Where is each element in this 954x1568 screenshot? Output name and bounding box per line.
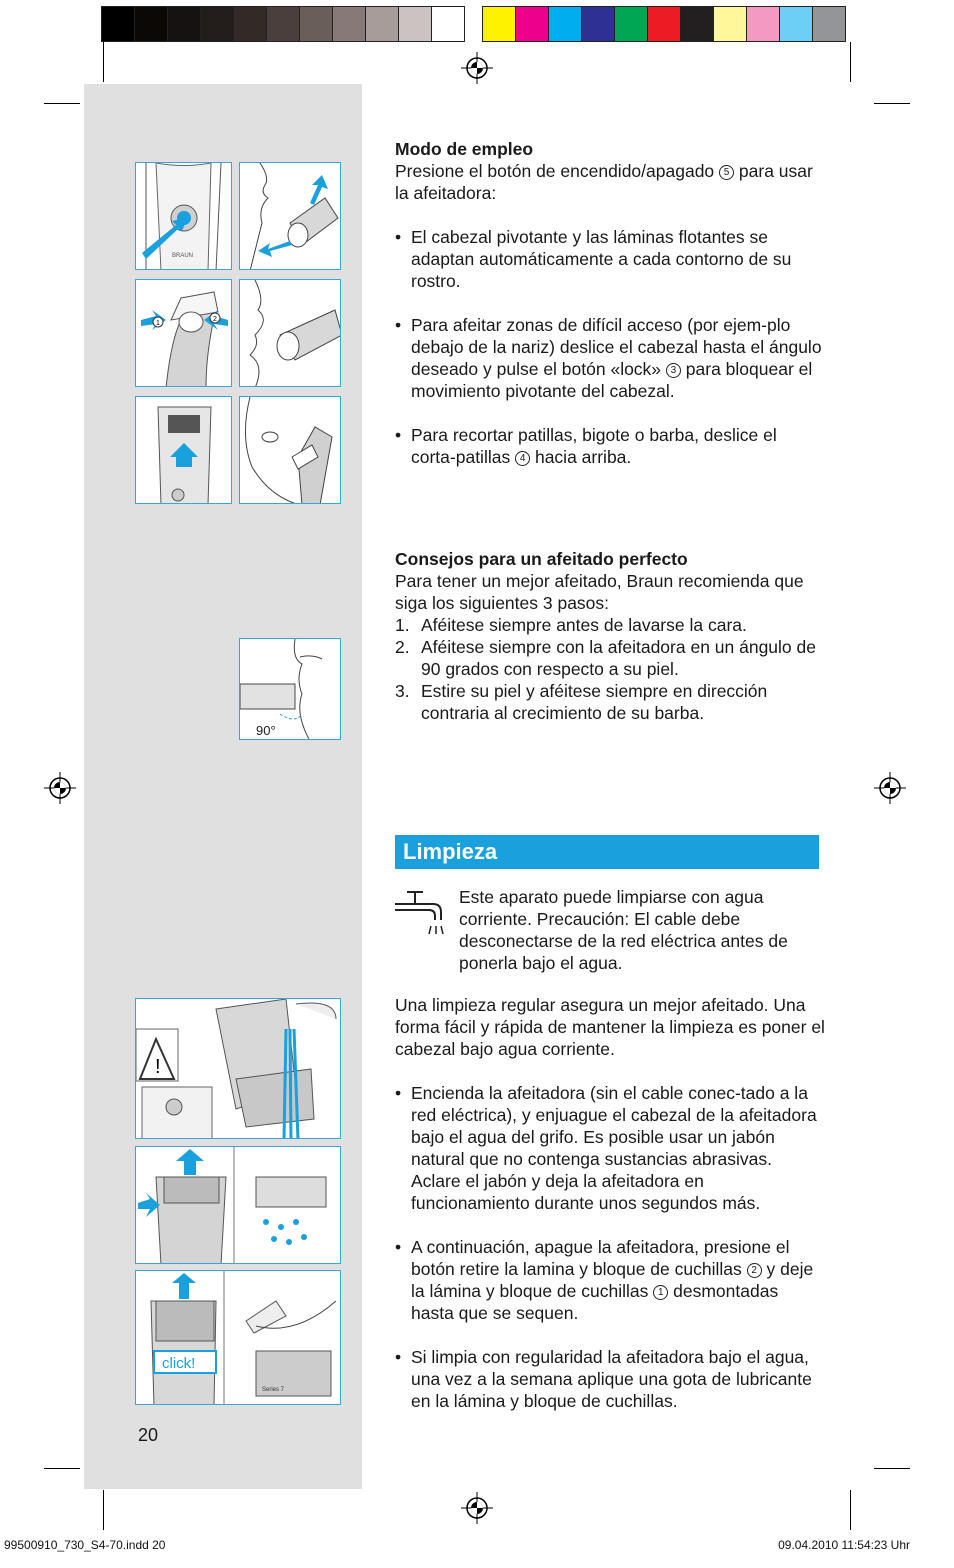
- ref-number: 4: [515, 451, 530, 466]
- usage-heading: Modo de empleo: [395, 139, 534, 159]
- color-swatch: [365, 6, 399, 42]
- cleaning-bullet: • Si limpia con regularidad la afeitadora bajo el agua, una vez a la semana aplique una gota de lubricante en la lámina y bloque de cuchillas.: [395, 1347, 812, 1411]
- usage-intro: Presione el botón de encendido/apagado 5 para usar la afeitadora:: [395, 161, 813, 203]
- color-swatch: [482, 6, 516, 42]
- color-swatch: [134, 6, 168, 42]
- process-color-bar: [482, 6, 845, 42]
- color-swatch: [779, 6, 813, 42]
- crop-mark: [874, 1468, 910, 1469]
- shaving-under-nose-illustration: [239, 162, 341, 270]
- cleaning-bullet: • A continuación, apague la afeitadora, presione el botón retire la lamina y bloque de cuchillas 2 y deje la lámina y bloque de cuchillas 1 desmontadas hasta que se sequen.: [395, 1237, 814, 1323]
- color-swatch: [812, 6, 846, 42]
- color-swatch: [515, 6, 549, 42]
- ref-number: 1: [653, 1285, 668, 1300]
- color-swatch: [233, 6, 267, 42]
- footer-timestamp: 09.04.2010 11:54:23 Uhr: [778, 1538, 910, 1552]
- crop-mark: [44, 103, 80, 104]
- color-swatch: [167, 6, 201, 42]
- color-swatch: [548, 6, 582, 42]
- color-swatch: [431, 6, 465, 42]
- registration-mark-icon: [461, 1492, 493, 1524]
- trimmer-slide-illustration: [135, 396, 232, 504]
- color-swatch: [398, 6, 432, 42]
- angle-label: 90°: [256, 723, 276, 738]
- tips-heading: Consejos para un afeitado perfecto: [395, 549, 688, 569]
- registration-mark-icon: [44, 772, 76, 804]
- tips-step: 2. Aféitese siempre con la afeitadora en un ángulo de 90 grados con respecto a su piel.: [395, 637, 816, 679]
- usage-bullet: • Para afeitar zonas de difícil acceso (por ejem-plo debajo de la nariz) deslice el cabezal hasta el ángulo deseado y pulse el botón «lock» 3 para bloquear el movimiento pivotante del cabezal.: [395, 315, 822, 401]
- color-swatch: [332, 6, 366, 42]
- color-swatch: [614, 6, 648, 42]
- shaver-power-button-illustration: [135, 162, 232, 270]
- cleaning-intro: Una limpieza regular asegura un mejor afeitado. Una forma fácil y rápida de mantener la limpieza es poner el cabezal bajo agua corriente.: [395, 995, 825, 1059]
- registration-mark-icon: [461, 52, 493, 84]
- usage-bullet: • El cabezal pivotante y las láminas flotantes se adaptan automáticamente a cada contorno de su rostro.: [395, 227, 792, 291]
- footer-filename: 99500910_730_S4-70.indd 20: [4, 1538, 166, 1552]
- color-swatch: [101, 6, 135, 42]
- tips-intro: Para tener un mejor afeitado, Braun recomienda que siga los siguientes 3 pasos:: [395, 571, 804, 613]
- usage-bullet: • Para recortar patillas, bigote o barba, deslice el corta-patillas 4 hacia arriba.: [395, 425, 777, 467]
- click-label: click!: [162, 1355, 196, 1372]
- tips-section: [395, 548, 825, 724]
- marker-2: 2: [213, 316, 217, 323]
- crop-mark: [103, 1490, 104, 1530]
- cleaning-bullet: • Encienda la afeitadora (sin el cable conec-tado a la red eléctrica), y enjuague el cabezal de la afeitadora bajo el agua del grifo. Es posible usar un jabón natural que no contenga sustancias abrasivas. Aclare el jabón y deja la afeitadora en funcionamiento durante unos segundos más.: [395, 1083, 817, 1213]
- color-swatch: [581, 6, 615, 42]
- brand-label: BRAUN: [172, 253, 194, 259]
- color-swatch: [647, 6, 681, 42]
- cleaning-section: [395, 994, 825, 1412]
- usage-section: [395, 138, 825, 468]
- color-swatch: [200, 6, 234, 42]
- svg-text:!: !: [155, 1056, 161, 1078]
- crop-mark: [850, 1490, 851, 1530]
- color-swatch: [266, 6, 300, 42]
- water-tap-icon: [395, 886, 447, 938]
- color-swatch: [680, 6, 714, 42]
- color-swatch: [713, 6, 747, 42]
- marker-1: 1: [156, 320, 160, 327]
- ninety-degree-angle-illustration: [239, 638, 341, 740]
- registration-mark-icon: [874, 772, 906, 804]
- crop-mark: [44, 1468, 80, 1469]
- gray-color-bar: [101, 6, 464, 42]
- ref-number: 3: [666, 363, 681, 378]
- remove-foil-illustration: [135, 1146, 341, 1264]
- color-swatch: [746, 6, 780, 42]
- cleaning-warning: Este aparato puede limpiarse con agua corriente. Precaución: El cable debe desconectarse de la red eléctrica antes de ponerla bajo el agua.: [459, 887, 788, 973]
- page-number: 20: [138, 1425, 159, 1445]
- series-label: Series 7: [262, 1387, 285, 1393]
- head-lock-illustration: [135, 279, 232, 387]
- crop-mark: [874, 103, 910, 104]
- lubricate-foil-illustration: [135, 1270, 341, 1405]
- rinse-under-tap-illustration: [135, 998, 341, 1139]
- crop-mark: [850, 42, 851, 82]
- tips-step: 3. Estire su piel y aféitese siempre en dirección contraria al crecimiento de su barba.: [395, 681, 768, 723]
- cleaning-section-title: Limpieza: [395, 835, 819, 869]
- face-mouth-shaving-illustration: [239, 279, 341, 387]
- crop-mark: [103, 42, 104, 82]
- tips-step: 1. Aféitese siempre antes de lavarse la cara.: [395, 615, 747, 635]
- ref-number: 5: [719, 165, 734, 180]
- color-swatch: [299, 6, 333, 42]
- ref-number: 2: [747, 1263, 762, 1278]
- sideburn-trim-illustration: [239, 396, 341, 504]
